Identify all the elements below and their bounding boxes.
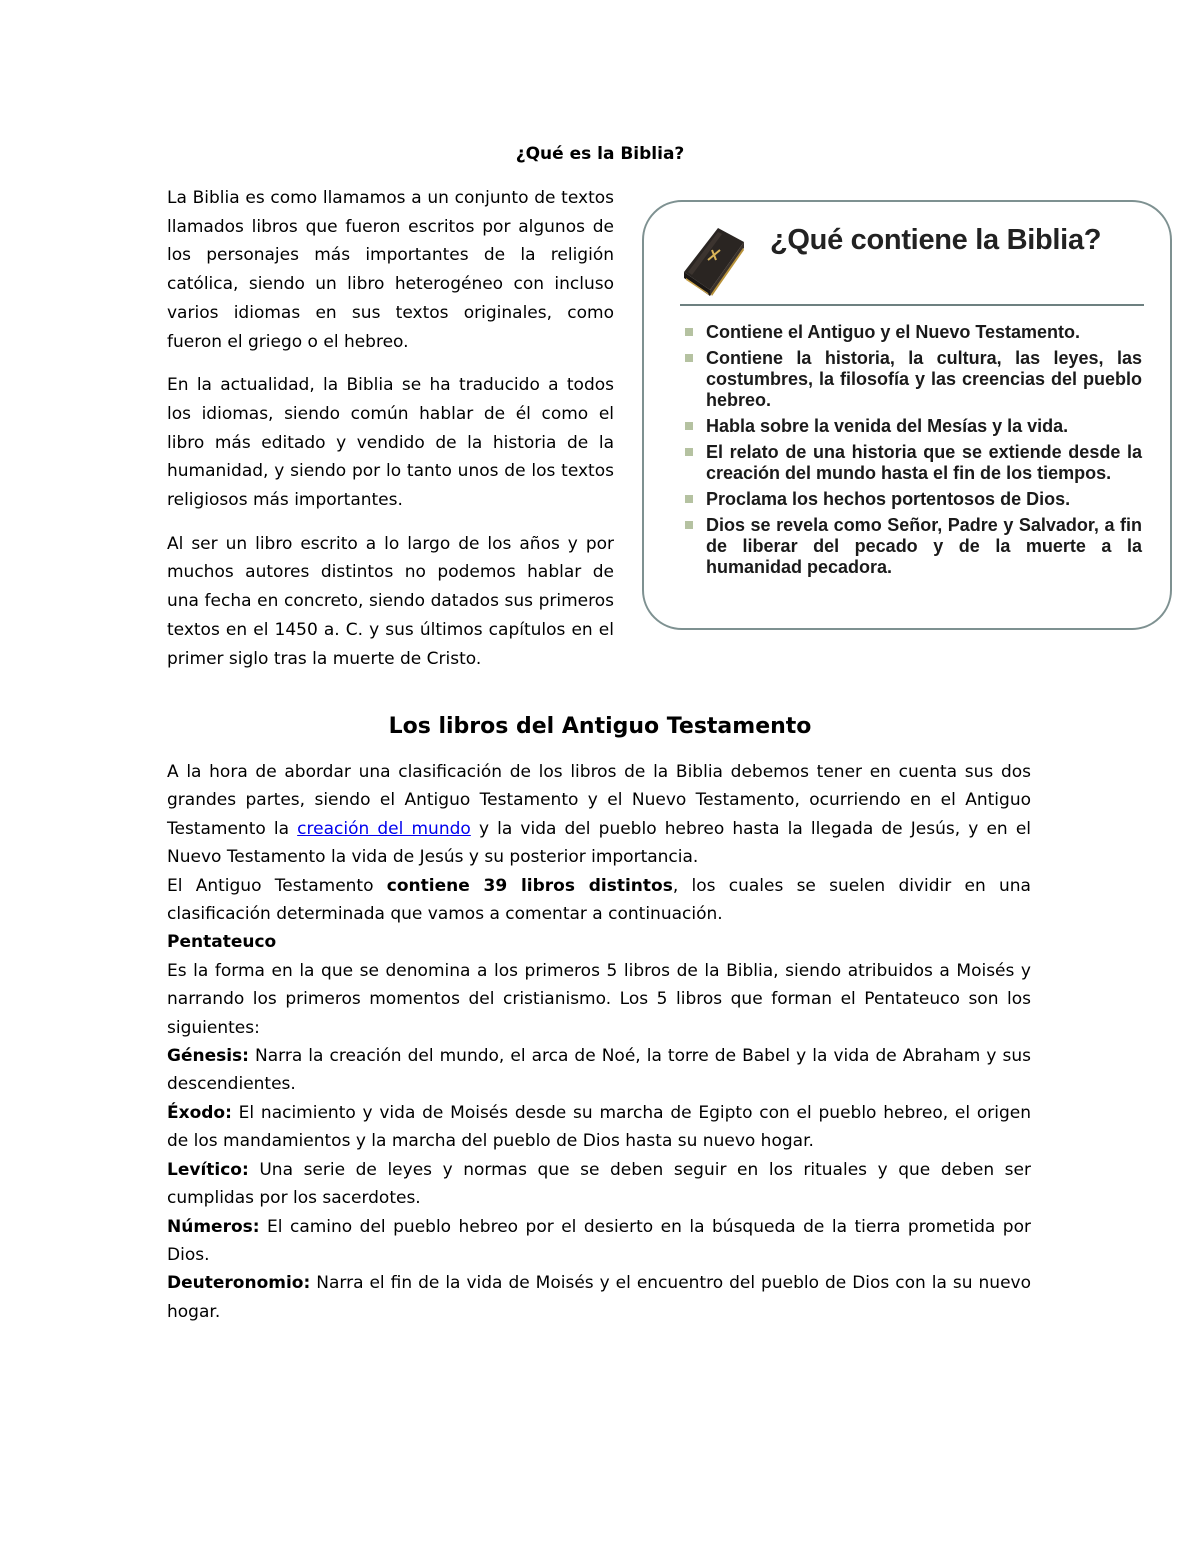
book-entry: Deuteronomio: Narra el fin de la vida de Moisés y el encuentro del pueblo de Dios con la su nuevo hogar.	[167, 1273, 1031, 1322]
old-testament-body	[167, 758, 1031, 1326]
intro-paragraph: A la hora de abordar una clasificación de los libros de la Biblia debemos tener en cuenta sus dos grandes partes, siendo el Antiguo Testamento y el Nuevo Testamento, ocurriendo en el Antiguo Testamento la creación del mundo y la vida del pueblo hebreo hasta la llegada de Jesús, y en el Nuevo Testamento la vida de Jesús y su posterior importancia.	[167, 762, 1032, 868]
infobox-divider	[680, 304, 1144, 306]
bullet-icon	[685, 328, 693, 336]
creacion-del-mundo-link[interactable]: creación del mundo	[297, 818, 471, 839]
infobox-title: ¿Qué contiene la Biblia?	[770, 224, 1102, 256]
book-entry: Éxodo: El nacimiento y vida de Moisés desde su marcha de Egipto con el pueblo hebreo, el origen de los mandamientos y la marcha del pueblo de Dios hasta su nuevo hogar.	[167, 1102, 1031, 1152]
bible-book-icon	[678, 220, 748, 304]
list-item: Contiene el Antiguo y el Nuevo Testamento.	[682, 322, 1142, 343]
bullet-icon	[685, 448, 693, 456]
list-item: Dios se revela como Señor, Padre y Salvador, a fin de liberar del pecado y de la muerte a la humanidad pecadora.	[682, 515, 1142, 578]
bullet-icon	[685, 521, 693, 529]
section-heading: Los libros del Antiguo Testamento	[388, 714, 812, 739]
infobox-list	[682, 322, 1142, 583]
book-entry: Números: El camino del pueblo hebreo por el desierto en la búsqueda de la tierra prometida por Dios.	[167, 1216, 1031, 1265]
list-item: Contiene la historia, la cultura, las leyes, las costumbres, la filosofía y las creencias del pueblo hebreo.	[682, 348, 1142, 411]
paragraph: En la actualidad, la Biblia se ha traducido a todos los idiomas, siendo común hablar de él como el libro más editado y vendido de la historia de la humanidad, y siendo por lo tanto unos de los textos religiosos más importantes.	[167, 375, 614, 511]
list-item: Proclama los hechos portentosos de Dios.	[682, 489, 1142, 510]
pentateuco-heading: Pentateuco	[167, 932, 277, 953]
bullet-icon	[685, 422, 693, 430]
list-item: El relato de una historia que se extiende desde la creación del mundo hasta el fin de los tiempos.	[682, 442, 1142, 484]
book-entry: Levítico: Una serie de leyes y normas que se deben seguir en los rituales y que deben ser cumplidas por los sacerdotes.	[167, 1159, 1031, 1209]
bullet-icon	[685, 354, 693, 362]
paragraph: Al ser un libro escrito a lo largo de los años y por muchos autores distintos no podemos hablar de una fecha en concreto, siendo datados sus primeros textos en el 1450 a. C. y sus últimos capítulos en el primer siglo tras la muerte de Cristo.	[167, 533, 614, 669]
pentateuco-paragraph: Es la forma en la que se denomina a los primeros 5 libros de la Biblia, siendo atribuidos a Moisés y narrando los primeros momentos del cristianismo. Los 5 libros que forman el Pentateuco son los siguientes:	[167, 960, 1031, 1038]
bible-contents-infobox	[642, 200, 1172, 630]
bullet-icon	[685, 495, 693, 503]
intro-column	[167, 184, 614, 688]
book-entry: Génesis: Narra la creación del mundo, el arca de Noé, la torre de Babel y la vida de Abraham y sus descendientes.	[167, 1046, 1031, 1095]
count-paragraph: El Antiguo Testamento contiene 39 libros distintos, los cuales se suelen dividir en una clasificación determinada que vamos a comentar a continuación.	[167, 875, 1031, 925]
list-item: Habla sobre la venida del Mesías y la vida.	[682, 416, 1142, 437]
paragraph: La Biblia es como llamamos a un conjunto de textos llamados libros que fueron escritos por algunos de los personajes más importantes de la religión católica, siendo un libro heterogéneo con incluso varios idiomas en sus textos originales, como fueron el griego o el hebreo.	[167, 188, 614, 352]
page-title: ¿Qué es la Biblia?	[515, 144, 685, 164]
